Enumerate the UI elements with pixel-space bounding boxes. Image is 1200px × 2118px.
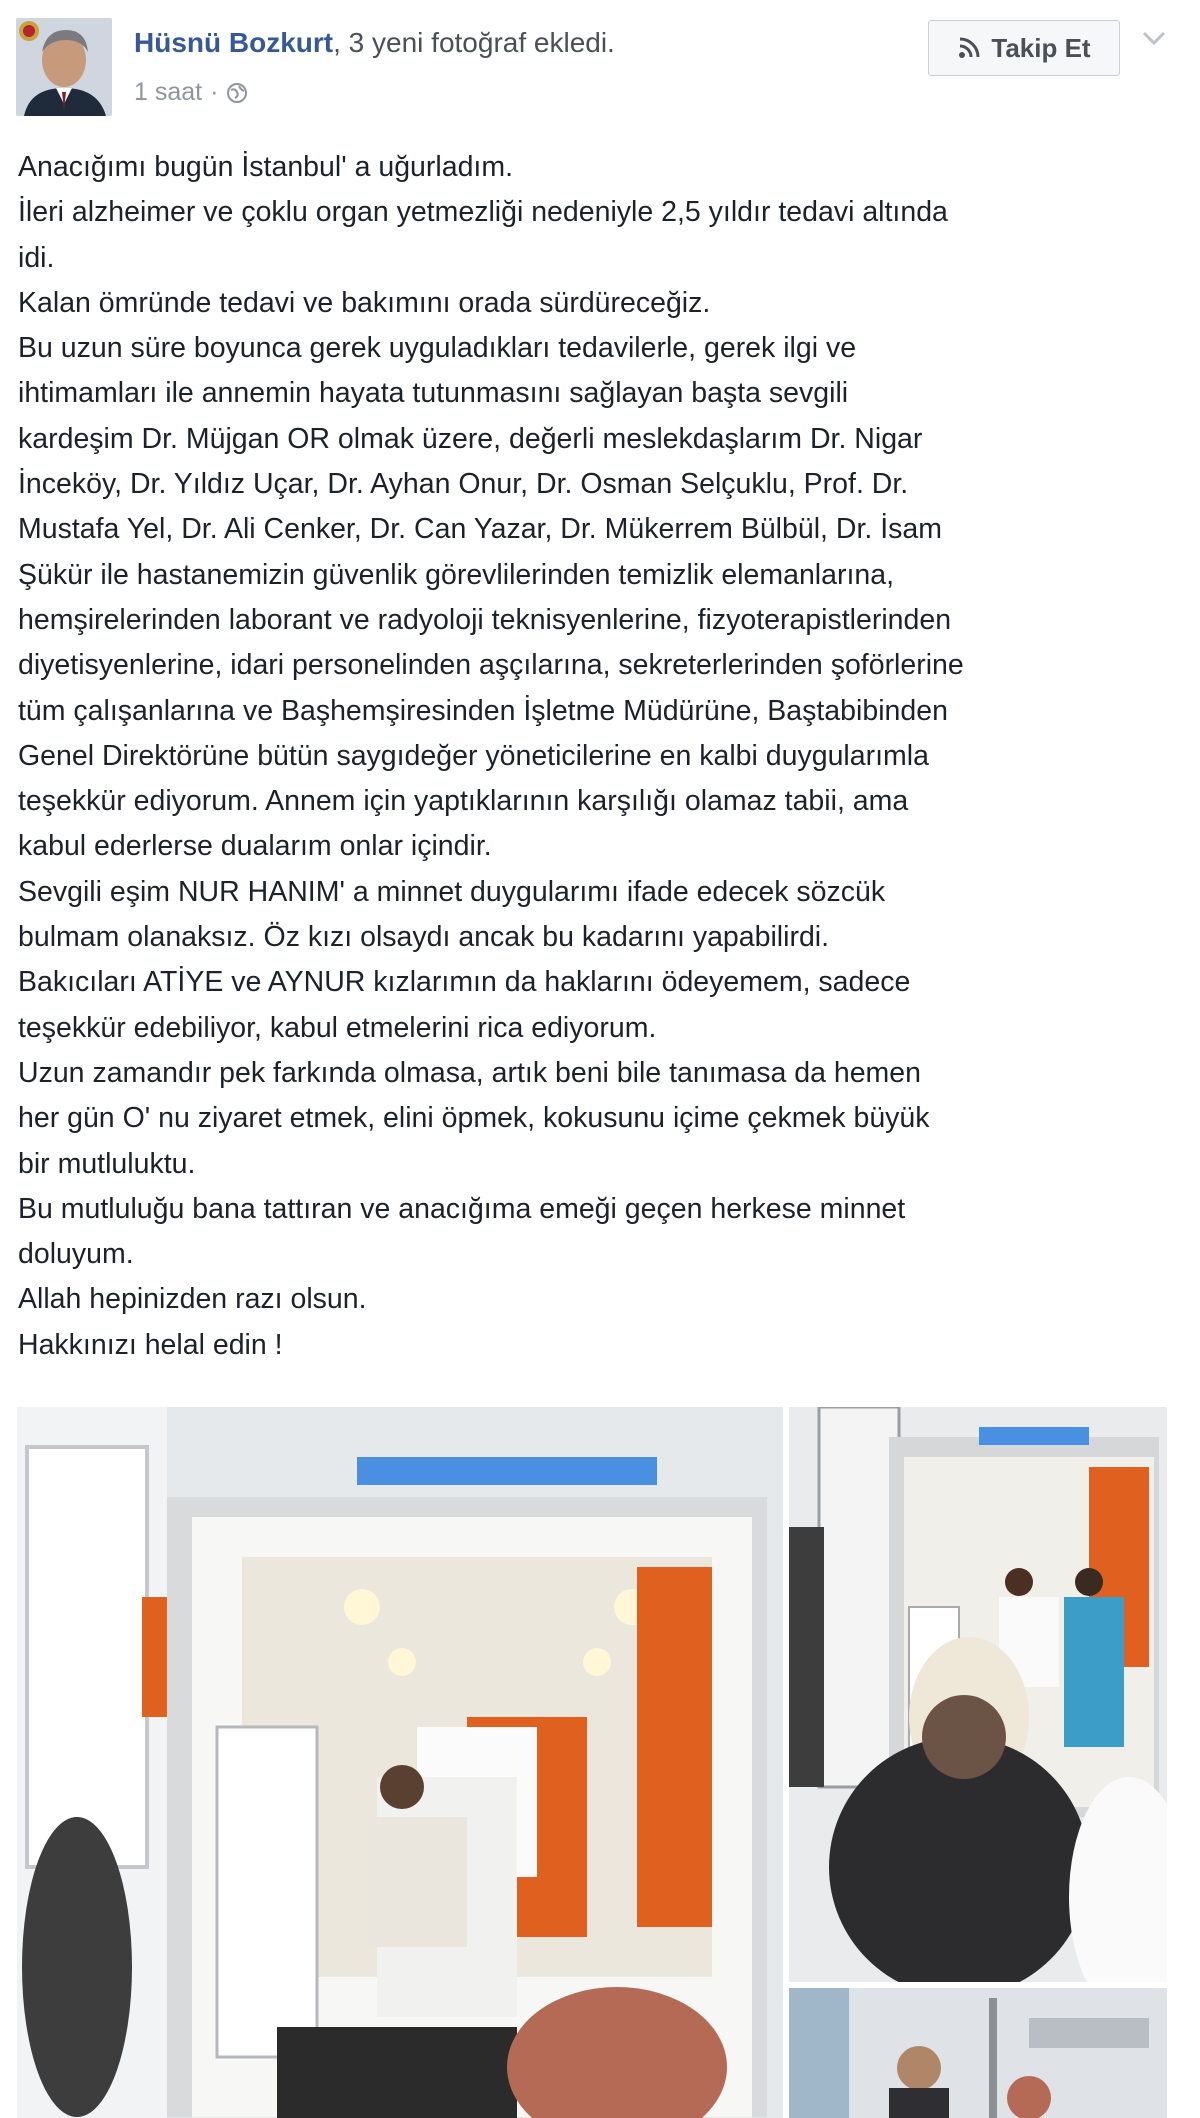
- post-text-line: Bu mutluluğu bana tattıran ve anacığıma emeği geçen herkese minnet: [18, 1192, 906, 1225]
- post-text-line: bulmam olanaksız. Öz kızı olsaydı ancak bu kadarını yapabilirdi.: [18, 921, 830, 954]
- badge-icon: [18, 20, 40, 42]
- post-body-text: [18, 145, 1178, 1368]
- chevron-down-icon[interactable]: [1140, 28, 1168, 48]
- street-crowd-graphic: [789, 1988, 1167, 2118]
- follow-button-label: Takip Et: [991, 32, 1091, 63]
- post-text-line: İleri alzheimer ve çoklu organ yetmezliği nedeniyle 2,5 yıldır tedavi altında: [18, 196, 948, 229]
- post-text-line: Sevgili eşim NUR HANIM' a minnet duygularımı ifade edecek sözcük: [18, 875, 886, 908]
- post-text-line: Bakıcıları ATİYE ve AYNUR kızlarımın da haklarını ödeyemem, sadece: [18, 966, 911, 999]
- ambulance-photo-graphic: [17, 1407, 783, 2118]
- post-text-line: teşekkür edebiliyor, kabul etmelerini rica ediyorum.: [18, 1011, 657, 1044]
- post-text-line: Uzun zamandır pek farkında olmasa, artık beni bile tanımasa da hemen: [18, 1056, 921, 1089]
- post-text-line: Mustafa Yel, Dr. Ali Cenker, Dr. Can Yazar, Dr. Mükerrem Bülbül, Dr. İsam: [18, 513, 942, 546]
- author-avatar[interactable]: [16, 18, 112, 116]
- post-text-line: Kalan ömründe tedavi ve bakımını orada sürdüreceğiz.: [18, 286, 711, 319]
- post-action-text: , 3 yeni fotoğraf ekledi.: [333, 27, 615, 58]
- post-text-line: Bu uzun süre boyunca gerek uyguladıkları tedavilerle, gerek ilgi ve: [18, 332, 857, 365]
- follow-button[interactable]: [928, 20, 1120, 76]
- post-text-line: bir mutluluktu.: [18, 1147, 196, 1180]
- post-header: [0, 0, 1200, 120]
- post-text-line: Şükür ile hastanemizin güvenlik görevlilerinden temizlik elemanlarına,: [18, 558, 895, 591]
- post-text-line: Anacığımı bugün İstanbul' a uğurladım.: [18, 151, 513, 183]
- post-text-line: kabul ederlerse dualarım onlar içindir.: [18, 830, 492, 863]
- post-text-line: kardeşim Dr. Müjgan OR olmak üzere, değerli meslekdaşlarım Dr. Nigar: [18, 422, 923, 455]
- post-text-line: idi.: [18, 241, 55, 274]
- post-text-line: ihtimamları ile annemin hayata tutunmasını sağlayan başta sevgili: [18, 377, 849, 410]
- meta-separator: ·: [210, 78, 219, 106]
- rss-icon: [957, 36, 981, 60]
- author-line: [134, 26, 615, 60]
- post-text-line: Allah hepinizden razı olsun.: [18, 1283, 367, 1316]
- post-text-line: Hakkınızı helal edin !: [18, 1328, 283, 1361]
- post-timestamp[interactable]: 1 saat: [134, 78, 203, 106]
- photo-street-crowd[interactable]: [789, 1988, 1167, 2118]
- post-text-line: teşekkür ediyorum. Annem için yaptıklarının karşılığı olamaz tabii, ama: [18, 785, 909, 818]
- photo-ambulance-side[interactable]: [789, 1407, 1167, 1982]
- post-text-line: tüm çalışanlarına ve Başhemşiresinden İşletme Müdürüne, Baştabibinden: [18, 694, 948, 727]
- post-text-line: Genel Direktörüne bütün saygıdeğer yöneticilerine en kalbi duygularımla: [18, 739, 929, 772]
- post-text-line: diyetisyenlerine, idari personelinden aşçılarına, sekreterlerinden şoförlerine: [18, 649, 964, 682]
- post-text-line: her gün O' nu ziyaret etmek, elini öpmek, kokusunu içime çekmek büyük: [18, 1102, 930, 1135]
- post-meta: [134, 78, 248, 107]
- photo-ambulance-interior[interactable]: [17, 1407, 783, 2118]
- author-name-link[interactable]: Hüsnü Bozkurt: [134, 27, 334, 58]
- post-text-line: hemşirelerinden laborant ve radyoloji teknisyenlerine, fizyoterapistlerinden: [18, 603, 952, 636]
- ambulance-side-graphic: [789, 1407, 1167, 1982]
- post-text-line: İnceköy, Dr. Yıldız Uçar, Dr. Ayhan Onur, Dr. Osman Selçuklu, Prof. Dr.: [18, 468, 909, 501]
- globe-icon[interactable]: [226, 82, 248, 104]
- post-text-line: doluyum.: [18, 1238, 134, 1271]
- photo-grid: [0, 1400, 1200, 2118]
